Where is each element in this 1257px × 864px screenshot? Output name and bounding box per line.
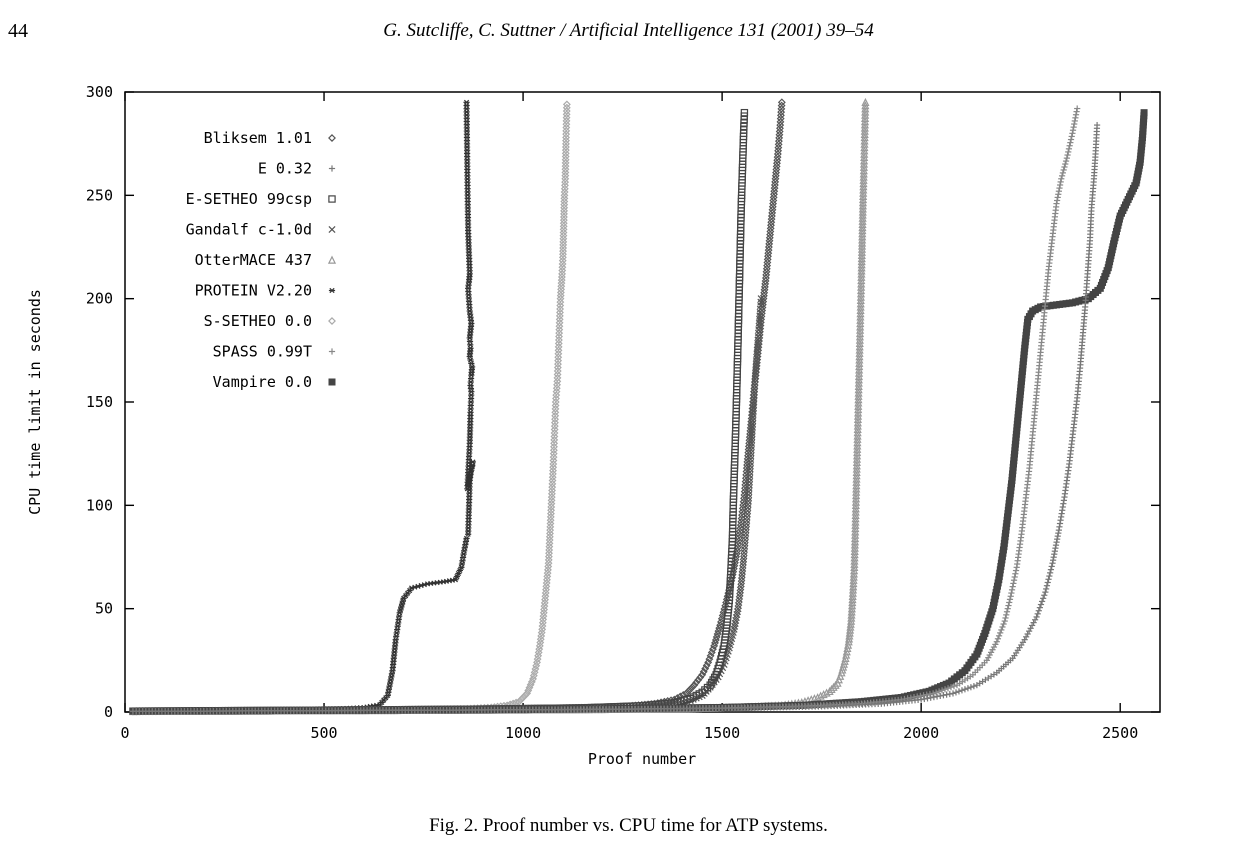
legend-label-6: S-SETHEO 0.0 [203, 312, 312, 330]
y-tick-label: 150 [85, 393, 113, 411]
figure-chart [0, 64, 1257, 794]
y-tick-label: 50 [94, 599, 113, 618]
page-header [0, 20, 1257, 50]
y-tick-label: 300 [85, 83, 113, 101]
legend-label-1: E 0.32 [257, 159, 312, 178]
legend-label-4: OtterMACE 437 [194, 251, 312, 269]
y-tick-label: 0 [103, 703, 113, 721]
y-axis-label: CPU time limit in seconds [26, 289, 44, 515]
running-head: G. Sutcliffe, C. Suttner / Artificial Intelligence 131 (2001) 39–54 [383, 20, 874, 41]
x-tick-label: 500 [310, 724, 338, 742]
y-tick-label: 250 [85, 186, 113, 205]
x-tick-label: 2000 [903, 724, 940, 742]
legend-label-2: E-SETHEO 99csp [185, 190, 312, 208]
legend-label-8: Vampire 0.0 [212, 373, 312, 391]
figure-caption: Fig. 2. Proof number vs. CPU time for ATP systems. [429, 815, 828, 836]
proof-number-vs-cpu-time-chart [0, 64, 1257, 794]
x-axis-label: Proof number [587, 750, 697, 768]
legend-label-0: Bliksem 1.01 [203, 129, 312, 147]
legend-marker-8 [329, 379, 335, 385]
legend-label-3: Gandalf c-1.0d [185, 220, 312, 239]
y-tick-label: 200 [85, 289, 113, 308]
x-tick-label: 1000 [505, 724, 542, 742]
legend-label-5: PROTEIN V2.20 [194, 281, 312, 300]
x-tick-label: 1500 [704, 724, 741, 742]
x-tick-label: 0 [120, 724, 130, 742]
page-number: 44 [8, 20, 28, 42]
legend-label-7: SPASS 0.99T [212, 342, 312, 361]
y-tick-label: 100 [85, 496, 113, 515]
x-tick-label: 2500 [1102, 724, 1139, 742]
